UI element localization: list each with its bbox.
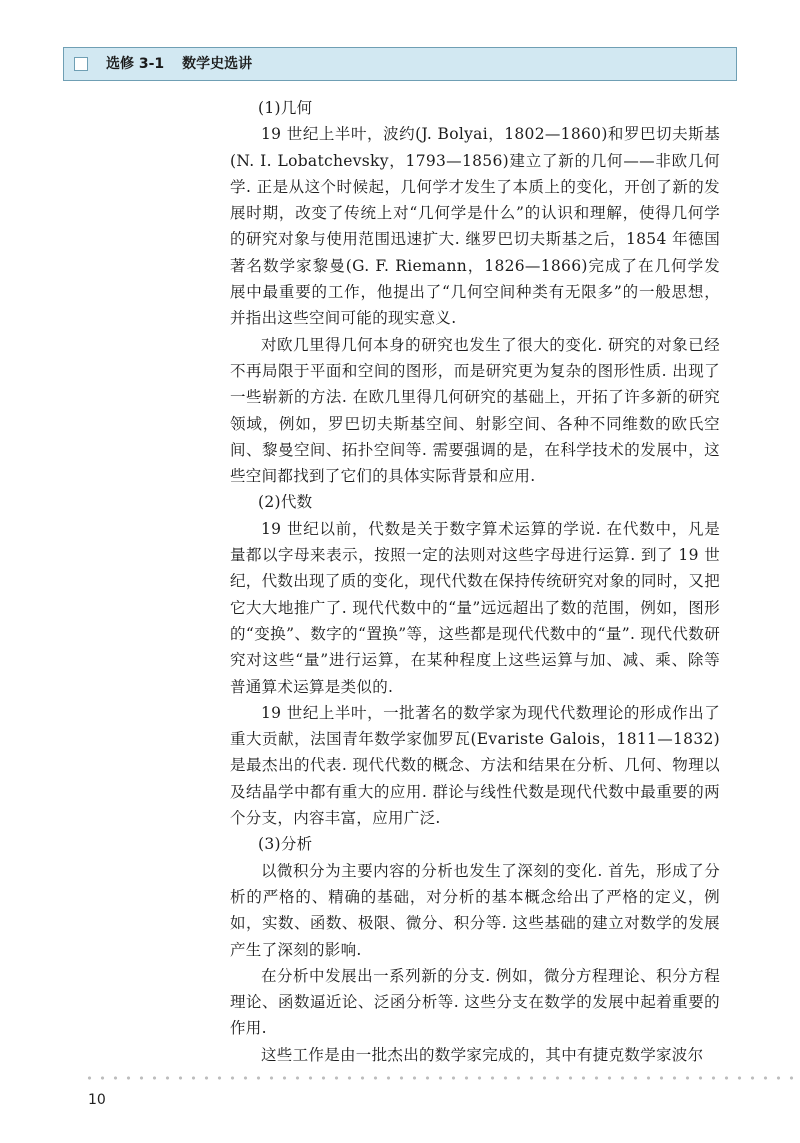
- chapter-header-bar: [63, 47, 737, 81]
- header-square-icon: [74, 57, 88, 71]
- page-number: 10: [88, 1092, 106, 1108]
- section-analysis: [230, 831, 720, 1068]
- section-heading: (3)分析: [258, 835, 313, 854]
- chapter-header-title: [106, 48, 252, 80]
- header-series-label: 选修 3-1: [106, 56, 165, 72]
- paragraph: 这些工作是由一批杰出的数学家完成的，其中有捷克数学家波尔: [261, 1045, 704, 1064]
- section-heading: (1)几何: [258, 99, 313, 117]
- section-geometry: [230, 95, 720, 489]
- page-body: [230, 95, 720, 1068]
- paragraph: 在分析中发展出一系列新的分支. 例如，微分方程理论、积分方程理论、函数逼近论、泛函分析等. 这些分支在数学的发展中起着重要的作用.: [230, 966, 720, 1038]
- footer-dotted-rule: [83, 1075, 800, 1081]
- paragraph: 19 世纪以前，代数是关于数字算术运算的学说. 在代数中，凡是量都以字母来表示，按照一定的法则对这些字母进行运算. 到了 19 世纪，代数出现了质的变化，现代代数在保持传统研究对象的同时，又把它大大地推广了. 现代代数中的“量”远远超出了数的范围，例如，图形的“变换”、数字的“置换”等，这些都是现代代数中的“量”. 现代代数研究对这些“量”进行运算，在某种程度上这些运算与加、减、乘、除等普通算术运算是类似的.: [230, 519, 720, 696]
- paragraph: 对欧几里得几何本身的研究也发生了很大的变化. 研究的对象已经不再局限于平面和空间的图形，而是研究更为复杂的图形性质. 出现了一些崭新的方法. 在欧几里得几何研究的基础上，开拓了许多新的研究领域，例如，罗巴切夫斯基空间、射影空间、各种不同维数的欧氏空间、黎曼空间、拓扑空间等. 需要强调的是，在科学技术的发展中，这些空间都找到了它们的具体实际背景和应用.: [230, 335, 720, 486]
- paragraph: 以微积分为主要内容的分析也发生了深刻的变化. 首先，形成了分析的严格的、精确的基础，对分析的基本概念给出了严格的定义，例如，实数、函数、极限、微分、积分等. 这些基础的建立对数学的发展产生了深刻的影响.: [230, 861, 720, 959]
- paragraph: 19 世纪上半叶，一批著名的数学家为现代代数理论的形成作出了重大贡献，法国青年数学家伽罗瓦(Evariste Galois，1811—1832)是最杰出的代表. 现代代数的概念、方法和结果在分析、几何、物理以及结晶学中都有重大的应用. 群论与线性代数是现代代数中最重要的两个分支，内容丰富，应用广泛.: [230, 703, 720, 828]
- section-algebra: [230, 489, 720, 831]
- paragraph: 19 世纪上半叶，波约(J. Bolyai，1802—1860)和罗巴切夫斯基(N. I. Lobatchevsky，1793—1856)建立了新的几何——非欧几何学. 正是从这个时候起，几何学才发生了本质上的变化，开创了新的发展时期，改变了传统上对“几何学是什么”的认识和理解，使得几何学的研究对象与使用范围迅速扩大. 继罗巴切夫斯基之后，1854 年德国著名数学家黎曼(G. F. Riemann，1826—1866)完成了在几何学发展中最重要的工作，他提出了“几何空间种类有无限多”的一般思想，并指出这些空间可能的现实意义.: [230, 125, 720, 328]
- section-heading: (2)代数: [258, 493, 313, 512]
- header-book-title: 数学史选讲: [182, 56, 253, 72]
